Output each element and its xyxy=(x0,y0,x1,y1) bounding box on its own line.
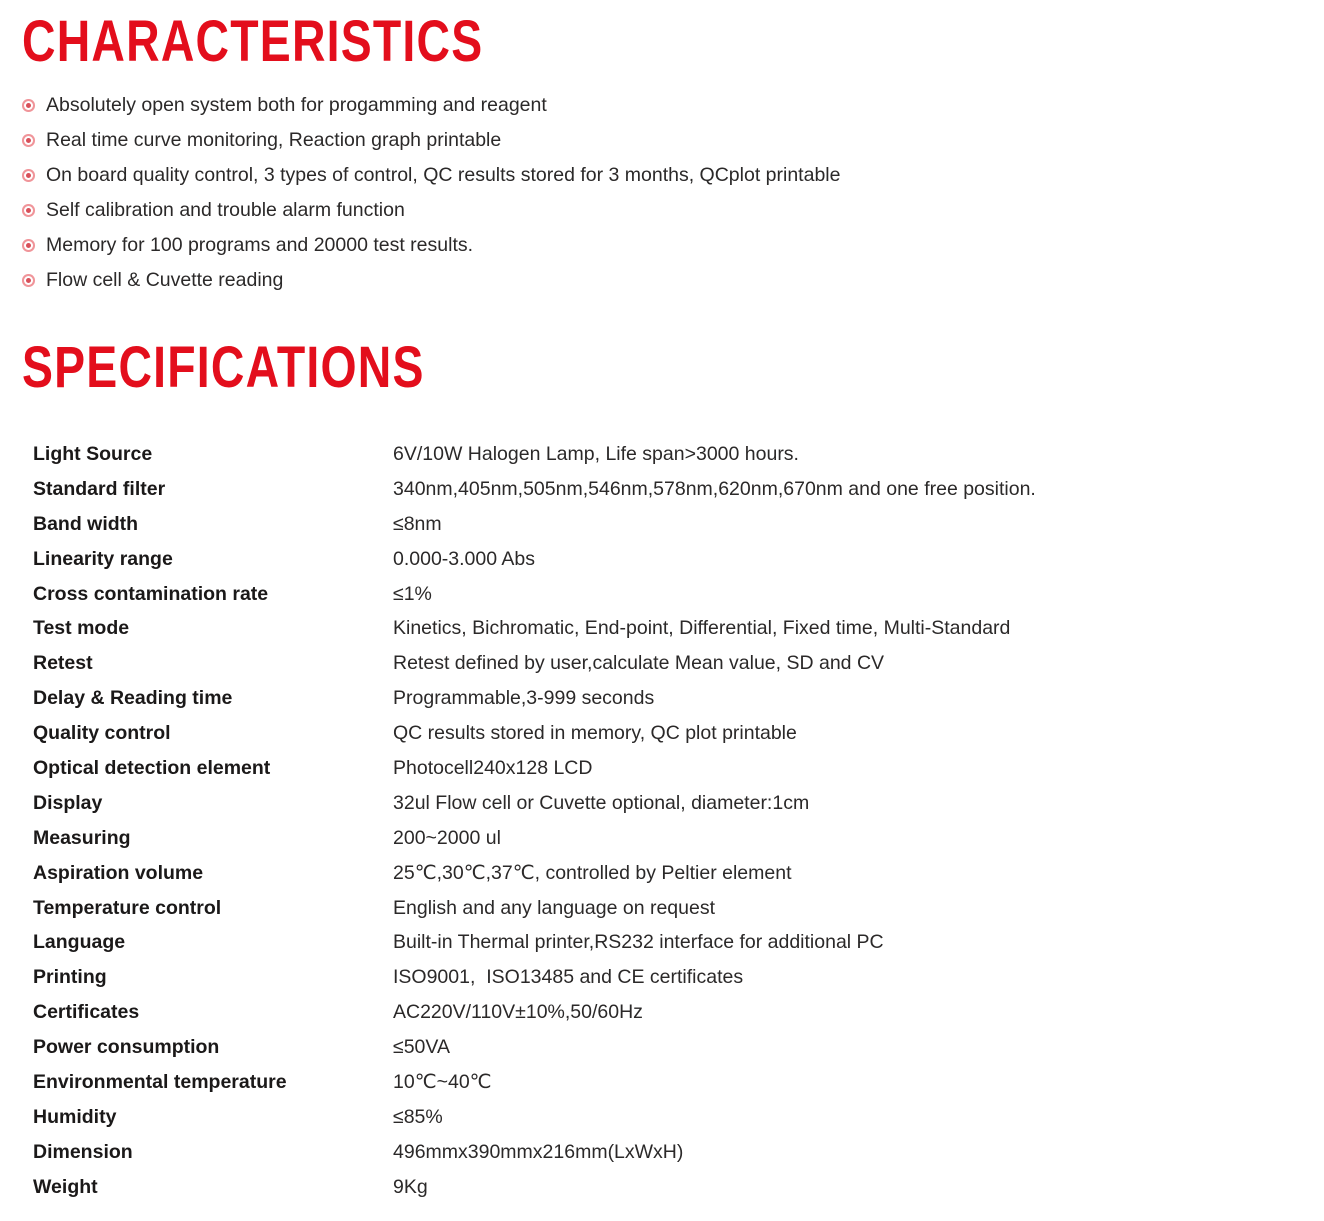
spec-label: Test mode xyxy=(33,617,130,640)
table-row xyxy=(33,611,1324,646)
spec-value: Built-in Thermal printer,RS232 interface for additional PC xyxy=(393,931,884,954)
spec-label: Aspiration volume xyxy=(33,861,204,884)
spec-label: Printing xyxy=(33,966,107,989)
spec-value: QC results stored in memory, QC plot printable xyxy=(393,722,797,745)
spec-label: Light Source xyxy=(33,442,153,465)
spec-value: 9Kg xyxy=(393,1175,428,1198)
table-row xyxy=(33,995,1324,1030)
table-row xyxy=(33,646,1324,681)
bullet-icon xyxy=(26,173,31,178)
bullet-text: Self calibration and trouble alarm function xyxy=(46,199,405,221)
spec-table xyxy=(33,437,1324,1205)
spec-label: Standard filter xyxy=(33,477,166,500)
list-item xyxy=(0,158,1324,193)
table-row xyxy=(33,1100,1324,1135)
bullet-text: Memory for 100 programs and 20000 test results. xyxy=(46,234,474,256)
spec-value: ISO9001, ISO13485 and CE certificates xyxy=(393,966,744,989)
characteristics-section xyxy=(0,0,1324,298)
bullet-icon xyxy=(26,278,31,283)
specifications-title: SPECIFICATIONS xyxy=(22,335,425,400)
table-row xyxy=(33,681,1324,716)
spec-label: Measuring xyxy=(33,826,131,849)
table-row xyxy=(33,925,1324,960)
spec-value: 200~2000 ul xyxy=(393,826,501,849)
table-row xyxy=(33,786,1324,821)
table-row xyxy=(33,1135,1324,1170)
bullet-text: Flow cell & Cuvette reading xyxy=(46,269,284,291)
characteristics-title: CHARACTERISTICS xyxy=(22,9,484,74)
table-row xyxy=(33,507,1324,542)
list-item xyxy=(0,228,1324,263)
spec-value: ≤1% xyxy=(393,582,432,605)
spec-value: English and any language on request xyxy=(393,896,715,919)
spec-label: Power consumption xyxy=(33,1036,220,1059)
spec-value: Retest defined by user,calculate Mean value, SD and CV xyxy=(393,652,885,675)
spec-value: 32ul Flow cell or Cuvette optional, diameter:1cm xyxy=(393,791,810,814)
spec-value: 10℃~40℃ xyxy=(393,1071,492,1094)
spec-value: Photocell240x128 LCD xyxy=(393,756,593,779)
table-row xyxy=(33,1030,1324,1065)
spec-label: Environmental temperature xyxy=(33,1070,287,1093)
spec-label: Certificates xyxy=(33,1001,140,1024)
spec-label: Humidity xyxy=(33,1105,117,1128)
table-row xyxy=(33,856,1324,891)
spec-label: Band width xyxy=(33,512,139,535)
spec-label: Weight xyxy=(33,1175,98,1198)
spec-value: 0.000-3.000 Abs xyxy=(393,547,536,570)
spec-value: 496mmx390mmx216mm(LxWxH) xyxy=(393,1140,684,1163)
spec-label: Dimension xyxy=(33,1140,133,1163)
table-row xyxy=(33,1065,1324,1100)
spec-label: Linearity range xyxy=(33,547,173,570)
table-row xyxy=(33,716,1324,751)
spec-value: ≤85% xyxy=(393,1105,443,1128)
table-row xyxy=(33,821,1324,856)
bullet-icon xyxy=(26,103,31,108)
spec-label: Retest xyxy=(33,652,93,675)
table-row xyxy=(33,960,1324,995)
table-row xyxy=(33,751,1324,786)
spec-label: Delay & Reading time xyxy=(33,687,233,710)
table-row xyxy=(33,891,1324,926)
spec-value: Programmable,3-999 seconds xyxy=(393,687,655,710)
spec-value: 25℃,30℃,37℃, controlled by Peltier element xyxy=(393,862,792,885)
spec-label: Cross contamination rate xyxy=(33,582,269,605)
spec-label: Language xyxy=(33,931,126,954)
spec-value: 6V/10W Halogen Lamp, Life span>3000 hours. xyxy=(393,442,799,465)
table-row xyxy=(33,1170,1324,1205)
table-row xyxy=(33,472,1324,507)
list-item xyxy=(0,263,1324,298)
spec-value: 340nm,405nm,505nm,546nm,578nm,620nm,670nm and one free position. xyxy=(393,477,1036,500)
spec-label: Optical detection element xyxy=(33,756,271,779)
bullet-text: Real time curve monitoring, Reaction graph printable xyxy=(46,129,502,151)
spec-value: ≤50VA xyxy=(393,1036,450,1059)
bullet-icon xyxy=(26,208,31,213)
characteristics-list xyxy=(0,88,1324,298)
list-item xyxy=(0,193,1324,228)
spec-label: Temperature control xyxy=(33,896,222,919)
table-row xyxy=(33,542,1324,577)
spec-value: AC220V/110V±10%,50/60Hz xyxy=(393,1001,643,1024)
bullet-text: On board quality control, 3 types of control, QC results stored for 3 months, QCplot printable xyxy=(46,164,841,186)
table-row xyxy=(33,437,1324,472)
spec-label: Display xyxy=(33,791,103,814)
table-row xyxy=(33,577,1324,612)
bullet-icon xyxy=(26,243,31,248)
bullet-text: Absolutely open system both for progamming and reagent xyxy=(46,94,547,116)
list-item xyxy=(0,88,1324,123)
spec-value: ≤8nm xyxy=(393,512,442,535)
spec-label: Quality control xyxy=(33,722,171,745)
list-item xyxy=(0,123,1324,158)
spec-value: Kinetics, Bichromatic, End-point, Differential, Fixed time, Multi-Standard xyxy=(393,617,1011,640)
bullet-icon xyxy=(26,138,31,143)
specifications-section xyxy=(0,335,1324,1205)
